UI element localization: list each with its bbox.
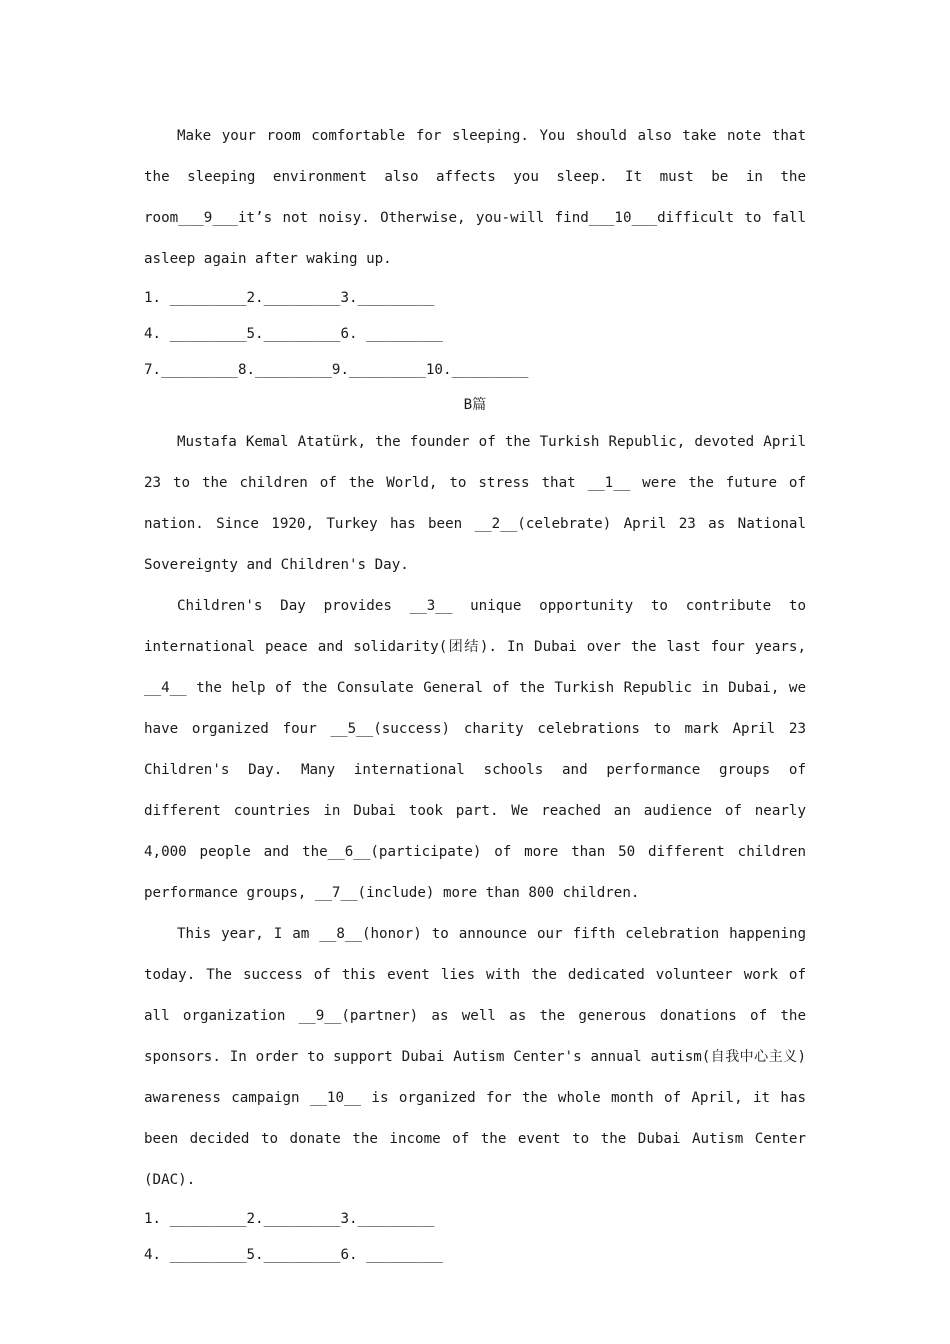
answer-line: 4. _________5._________6. _________ bbox=[144, 326, 443, 342]
passage-b-paragraph-2: Children's Day provides __3__ unique opportunity to contribute to international peace and solidarity(团结). In Dubai over the last four years, __4__ the help of the Consulate General of the Turkish Republic in Dubai, we have organized four __5__(success) charity celebrations to mark April 23 Children's Day. Many international schools and performance groups of different countries in Dubai took part. We reached an audience of nearly 4,000 people and the__6__(participate) of more than 50 different children performance groups, __7__(include) more than 800 children. bbox=[144, 598, 806, 901]
answer-line: 7._________8._________9._________10._________ bbox=[144, 362, 529, 378]
answer-line: 4. _________5._________6. _________ bbox=[144, 1247, 443, 1263]
passage-a-paragraph: Make your room comfortable for sleeping. You should also take note that the sleeping environment also affects you sleep. It must be in the room___9___it’s not noisy. Otherwise, you-will find___10___difficult to fall asleep again after waking up. bbox=[144, 128, 806, 267]
answer-line: 1. _________2._________3._________ bbox=[144, 290, 435, 306]
answer-blanks-b bbox=[144, 1201, 806, 1273]
section-b-title: B篇 bbox=[463, 397, 487, 413]
answer-line: 1. _________2._________3._________ bbox=[144, 1211, 435, 1227]
document-page bbox=[144, 120, 806, 1273]
passage-b-paragraph-1: Mustafa Kemal Atatürk, the founder of the Turkish Republic, devoted April 23 to the children of the World, to stress that __1__ were the future of nation. Since 1920, Turkey has been __2__(celebrate) April 23 as National Sovereignty and Children's Day. bbox=[144, 434, 806, 573]
answer-blanks-a bbox=[144, 280, 806, 388]
passage-b-paragraph-3: This year, I am __8__(honor) to announce our fifth celebration happening today. The success of this event lies with the dedicated volunteer work of all organization __9__(partner) as well as the generous donations of the sponsors. In order to support Dubai Autism Center's annual autism(自我中心主义) awareness campaign __10__ is organized for the whole month of April, it has been decided to donate the income of the event to the Dubai Autism Center (DAC). bbox=[144, 926, 806, 1188]
